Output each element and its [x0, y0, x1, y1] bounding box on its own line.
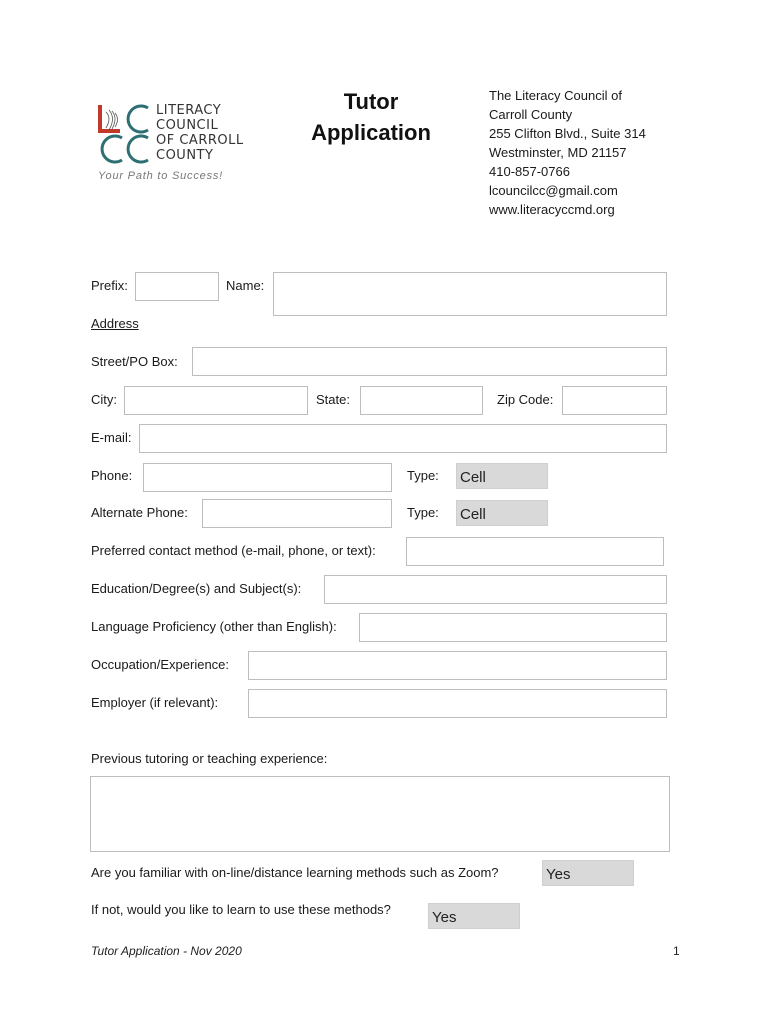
phone-type-select[interactable]: Cell [456, 463, 548, 489]
name-label: Name: [226, 278, 265, 293]
city-field[interactable] [124, 386, 308, 415]
page-title [291, 86, 451, 148]
learn-methods-label: If not, would you like to learn to use these methods? [91, 902, 391, 917]
occupation-field[interactable] [248, 651, 667, 680]
address-line: 255 Clifton Blvd., Suite 314 [489, 126, 646, 141]
state-label: State: [316, 392, 350, 407]
logo [96, 102, 256, 188]
occupation-label: Occupation/Experience: [91, 657, 230, 672]
phone-type-label: Type: [407, 468, 439, 483]
footer-text: Tutor Application - Nov 2020 [91, 944, 242, 958]
logo-tagline: Your Path to Success! [98, 170, 224, 182]
address-heading: Address [91, 316, 139, 331]
education-field[interactable] [324, 575, 667, 604]
employer-field[interactable] [248, 689, 667, 718]
address-line: Westminster, MD 21157 [489, 145, 627, 160]
email-field[interactable] [139, 424, 667, 453]
website-url: www.literacyccmd.org [489, 202, 615, 217]
street-label: Street/PO Box: [91, 354, 178, 369]
prefix-label: Prefix: [91, 278, 128, 293]
alt-phone-label: Alternate Phone: [91, 505, 188, 520]
logo-line-2: COUNCIL [156, 118, 219, 133]
logo-line-3: OF CARROLL [156, 133, 244, 148]
previous-experience-label: Previous tutoring or teaching experience: [91, 751, 328, 766]
logo-mark-icon [96, 102, 160, 166]
contact-method-field[interactable] [406, 537, 664, 566]
address-line: The Literacy Council of [489, 88, 622, 103]
organization-address [489, 86, 646, 219]
alt-phone-type-select[interactable]: Cell [456, 500, 548, 526]
address-line: Carroll County [489, 107, 573, 122]
email-address: lcouncilcc@gmail.com [489, 183, 618, 198]
employer-label: Employer (if relevant): [91, 695, 219, 710]
name-field[interactable] [273, 272, 667, 316]
learn-methods-select[interactable]: Yes [428, 903, 520, 929]
state-field[interactable] [360, 386, 483, 415]
logo-line-4: COUNTY [156, 148, 214, 163]
email-label: E-mail: [91, 430, 132, 445]
prefix-field[interactable] [135, 272, 219, 301]
zip-label: Zip Code: [497, 392, 554, 407]
previous-experience-field[interactable] [90, 776, 670, 852]
online-familiar-label: Are you familiar with on-line/distance learning methods such as Zoom? [91, 865, 499, 880]
contact-method-label: Preferred contact method (e-mail, phone, or text): [91, 543, 376, 558]
education-label: Education/Degree(s) and Subject(s): [91, 581, 302, 596]
page-title-line-1: Tutor [343, 89, 399, 114]
phone-field[interactable] [143, 463, 392, 492]
page-number: 1 [673, 944, 680, 958]
page-title-line-2: Application [311, 120, 431, 145]
alt-phone-type-label: Type: [407, 505, 439, 520]
zip-field[interactable] [562, 386, 667, 415]
phone-label: Phone: [91, 468, 133, 483]
language-label: Language Proficiency (other than English): [91, 619, 337, 634]
alt-phone-field[interactable] [202, 499, 392, 528]
city-label: City: [91, 392, 117, 407]
street-field[interactable] [192, 347, 667, 376]
language-field[interactable] [359, 613, 667, 642]
logo-line-1: LITERACY [156, 103, 222, 118]
phone-number: 410-857-0766 [489, 164, 570, 179]
online-familiar-select[interactable]: Yes [542, 860, 634, 886]
